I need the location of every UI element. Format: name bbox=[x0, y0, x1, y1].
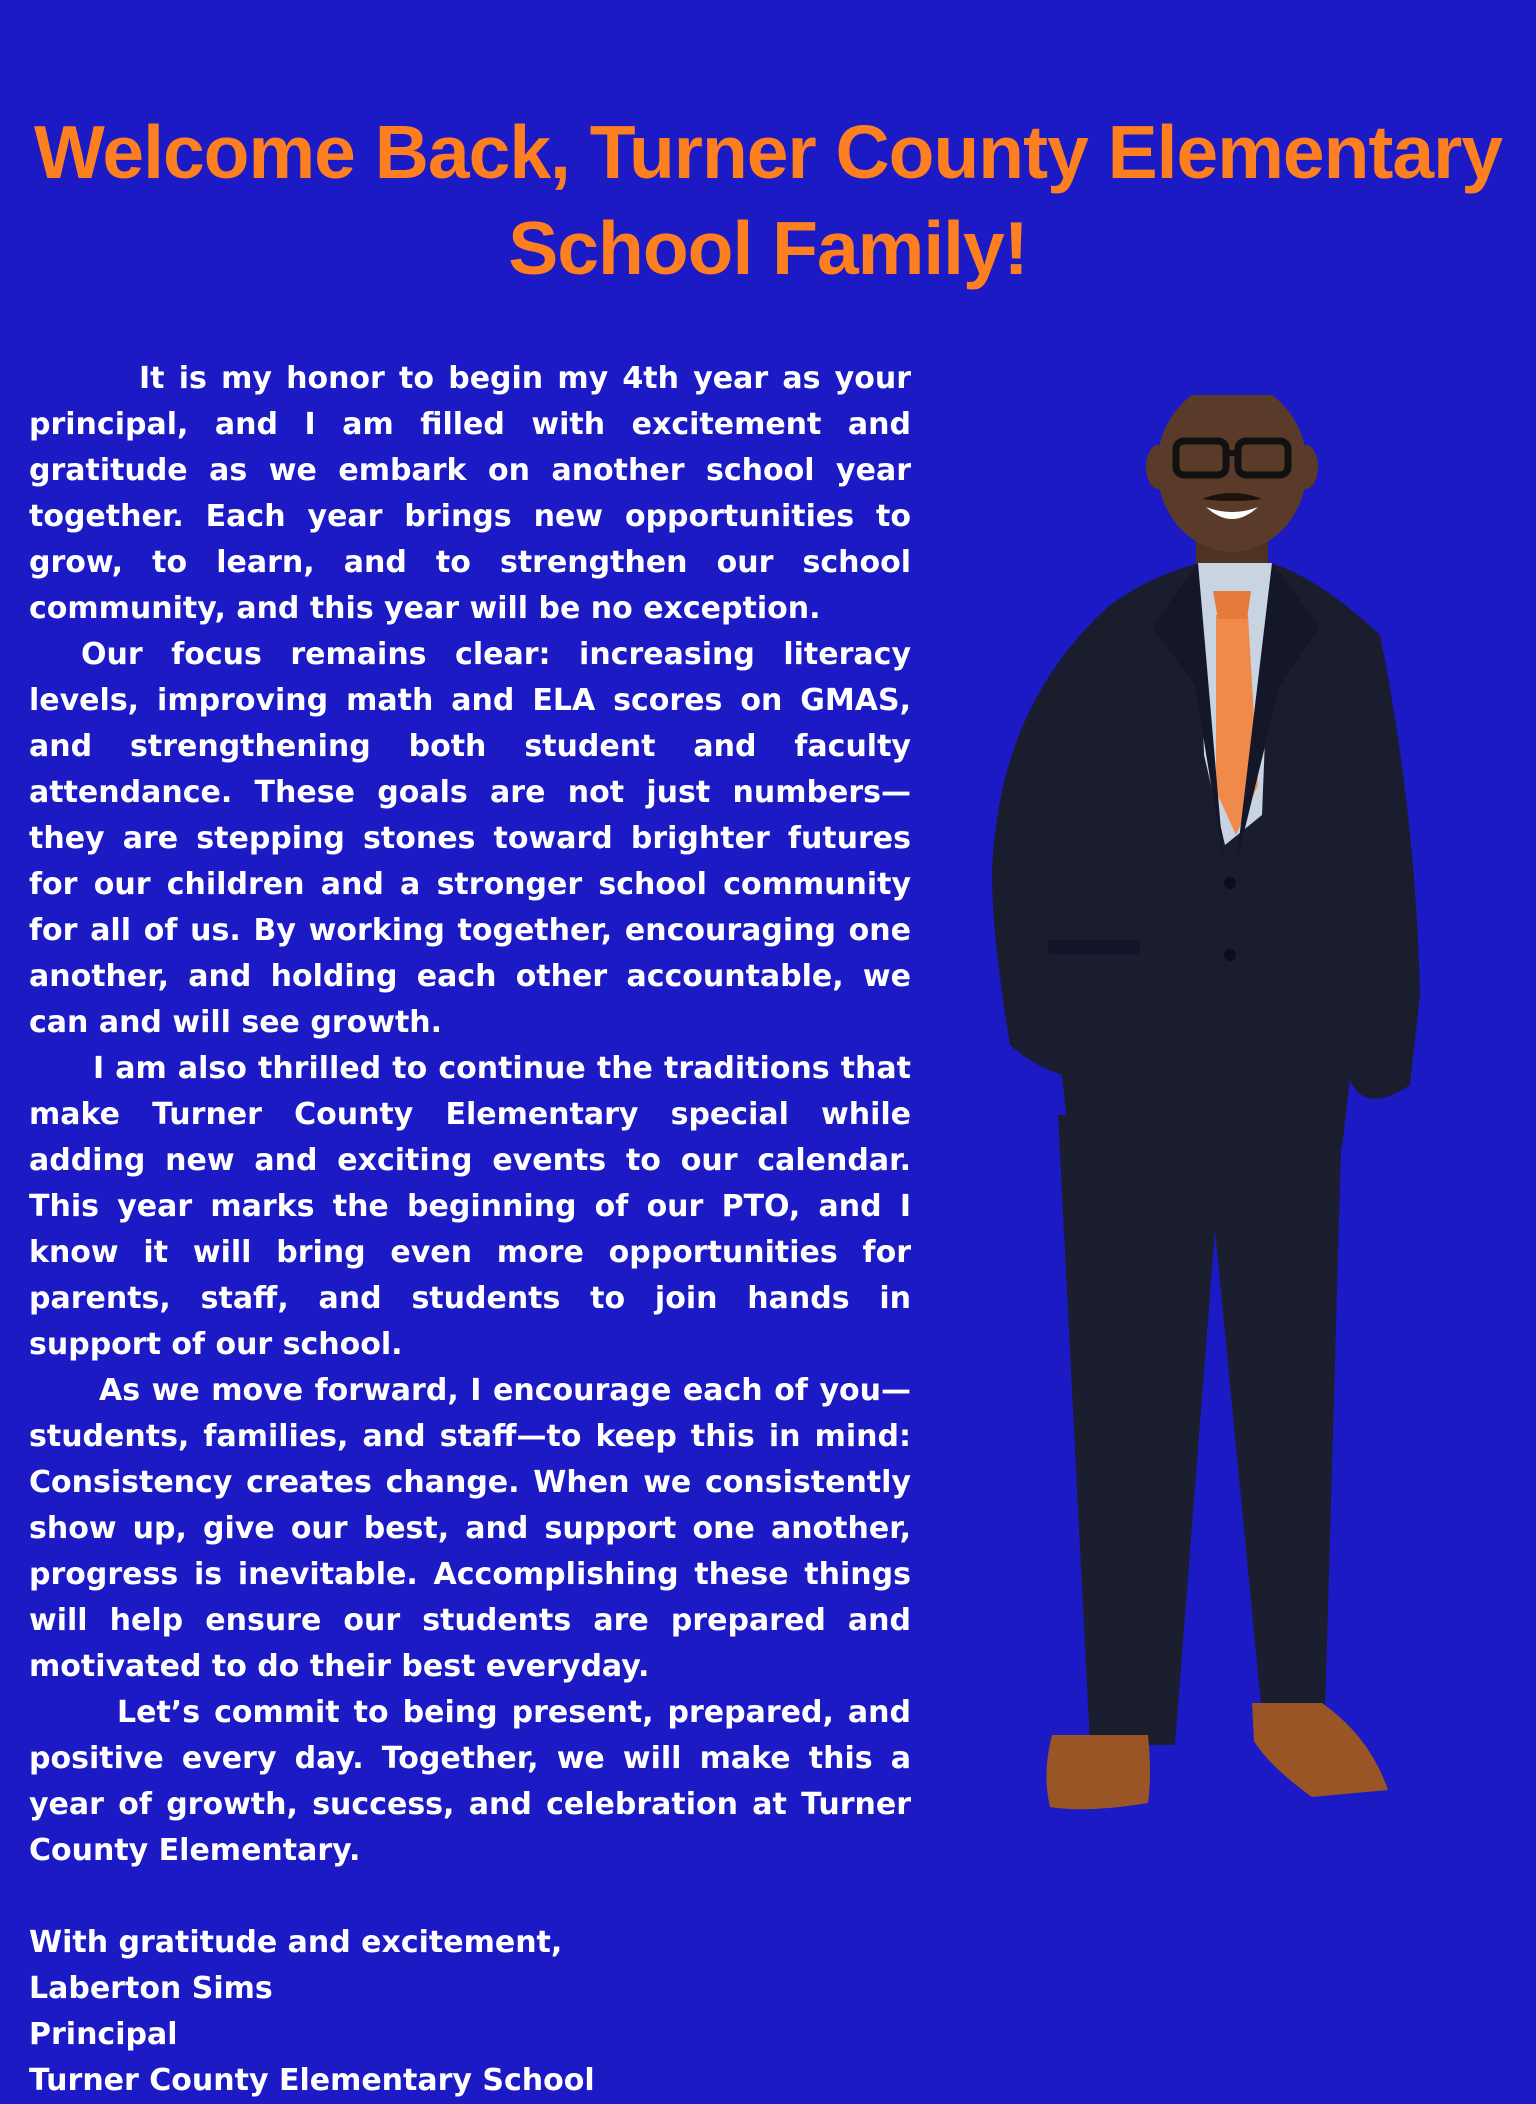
signer-title: Principal bbox=[29, 2017, 178, 2052]
tie-knot bbox=[1213, 591, 1251, 619]
signer-name: Laberton Sims bbox=[29, 1971, 273, 2006]
principal-photo bbox=[940, 395, 1470, 1865]
letter-paragraph: Let’s commit to being present, prepared, and positive every day. Together, we will make this a year of growth, success, and celebration at Turner County Elementary. bbox=[29, 1695, 911, 1868]
pants bbox=[1058, 1115, 1342, 1745]
letter-paragraph: I am also thrilled to continue the traditions that make Turner County Elementary special while adding new and exciting events to our calendar. This year marks the beginning of our PTO, and I know it will bring even more opportunities for parents, staff, and students to join hands in support of our school. bbox=[29, 1051, 911, 1362]
letter-paragraph: It is my honor to begin my 4th year as your principal, and I am filled with excitement and gratitude as we embark on another school year together. Each year brings new opportunities to grow, to learn, and to strengthen our school community, and this year will be no exception. bbox=[29, 361, 911, 626]
letter-body bbox=[29, 356, 911, 2104]
signature-block bbox=[29, 1920, 911, 2104]
jacket-pocket bbox=[1048, 940, 1140, 954]
letter-paragraph: Our focus remains clear: increasing literacy levels, improving math and ELA scores on GMAS, and strengthening both student and faculty attendance. These goals are not just numbers—they are stepping stones toward brighter futures for our children and a stronger school community for all of us. By working together, encouraging one another, and holding each other accountable, we can and will see growth. bbox=[29, 637, 911, 1040]
shoe-left bbox=[1046, 1735, 1150, 1809]
closing-line: With gratitude and excitement, bbox=[29, 1925, 563, 1960]
letter-paragraph: As we move forward, I encourage each of you—students, families, and staff—to keep this in mind: Consistency creates change. When we consistently show up, give our best, and support one another, progress is inevitable. Accomplishing these things will help ensure our students are prepared and motivated to do their best everyday. bbox=[29, 1373, 911, 1684]
page-title: Welcome Back, Turner County Elementary School Family! bbox=[33, 110, 1502, 290]
jacket-button bbox=[1224, 949, 1236, 961]
jacket-button bbox=[1224, 877, 1236, 889]
signer-school: Turner County Elementary School bbox=[29, 2063, 595, 2098]
shoe-right bbox=[1252, 1703, 1388, 1797]
